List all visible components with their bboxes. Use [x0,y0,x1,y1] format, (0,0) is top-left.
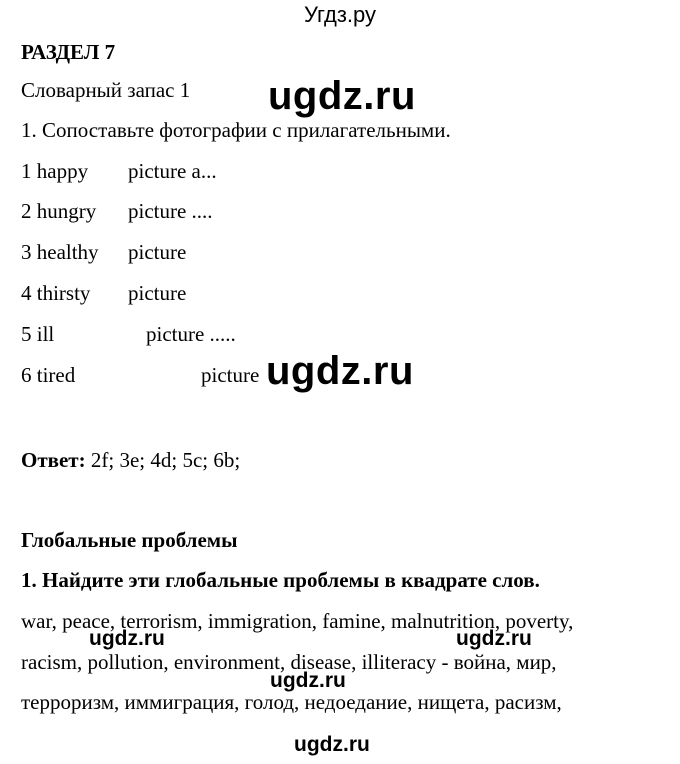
answer-value: 2f; 3e; 4d; 5c; 6b; [90,448,241,472]
list-item-picture: picture [128,240,187,264]
list-item-word: 4 thirsty [21,281,91,305]
list-item-picture: picture a... [128,159,217,183]
list-item-picture: picture [201,363,260,387]
section-subtitle: Словарный запас 1 [21,78,191,102]
global-title: Глобальные проблемы [21,528,238,552]
list-item-word: 1 happy [21,159,89,183]
list-item-word: 5 ill [21,322,55,346]
watermark: ugdz.ru [456,627,532,650]
list-item-word: 6 tired [21,363,76,387]
watermark: ugdz.ru [270,669,346,692]
global-task: 1. Найдите эти глобальные проблемы в квадрате слов. [21,568,540,592]
section-title: РАЗДЕЛ 7 [21,40,116,64]
global-line: терроризм, иммиграция, голод, недоедание, нищета, расизм, [21,690,562,714]
watermark: ugdz.ru [294,733,370,756]
list-item-word: 2 hungry [21,199,97,223]
answer [21,448,240,473]
global-line: war, peace, terrorism, immigration, famine, malnutrition, poverty, [21,609,574,633]
watermark: ugdz.ru [266,349,414,393]
watermark: ugdz.ru [89,627,165,650]
list-item-word: 3 healthy [21,240,99,264]
list-item-picture: picture .... [128,199,213,223]
answer-label: Ответ: [21,448,86,472]
global-line: racism, pollution, environment, disease, illiteracy - война, мир, [21,650,557,674]
watermark: ugdz.ru [268,74,416,118]
task-instruction: 1. Сопоставьте фотографии с прилагательными. [21,118,451,142]
site-title: Угдз.ру [303,2,377,27]
list-item-picture: picture [128,281,187,305]
list-item-picture: picture ..... [146,322,236,346]
